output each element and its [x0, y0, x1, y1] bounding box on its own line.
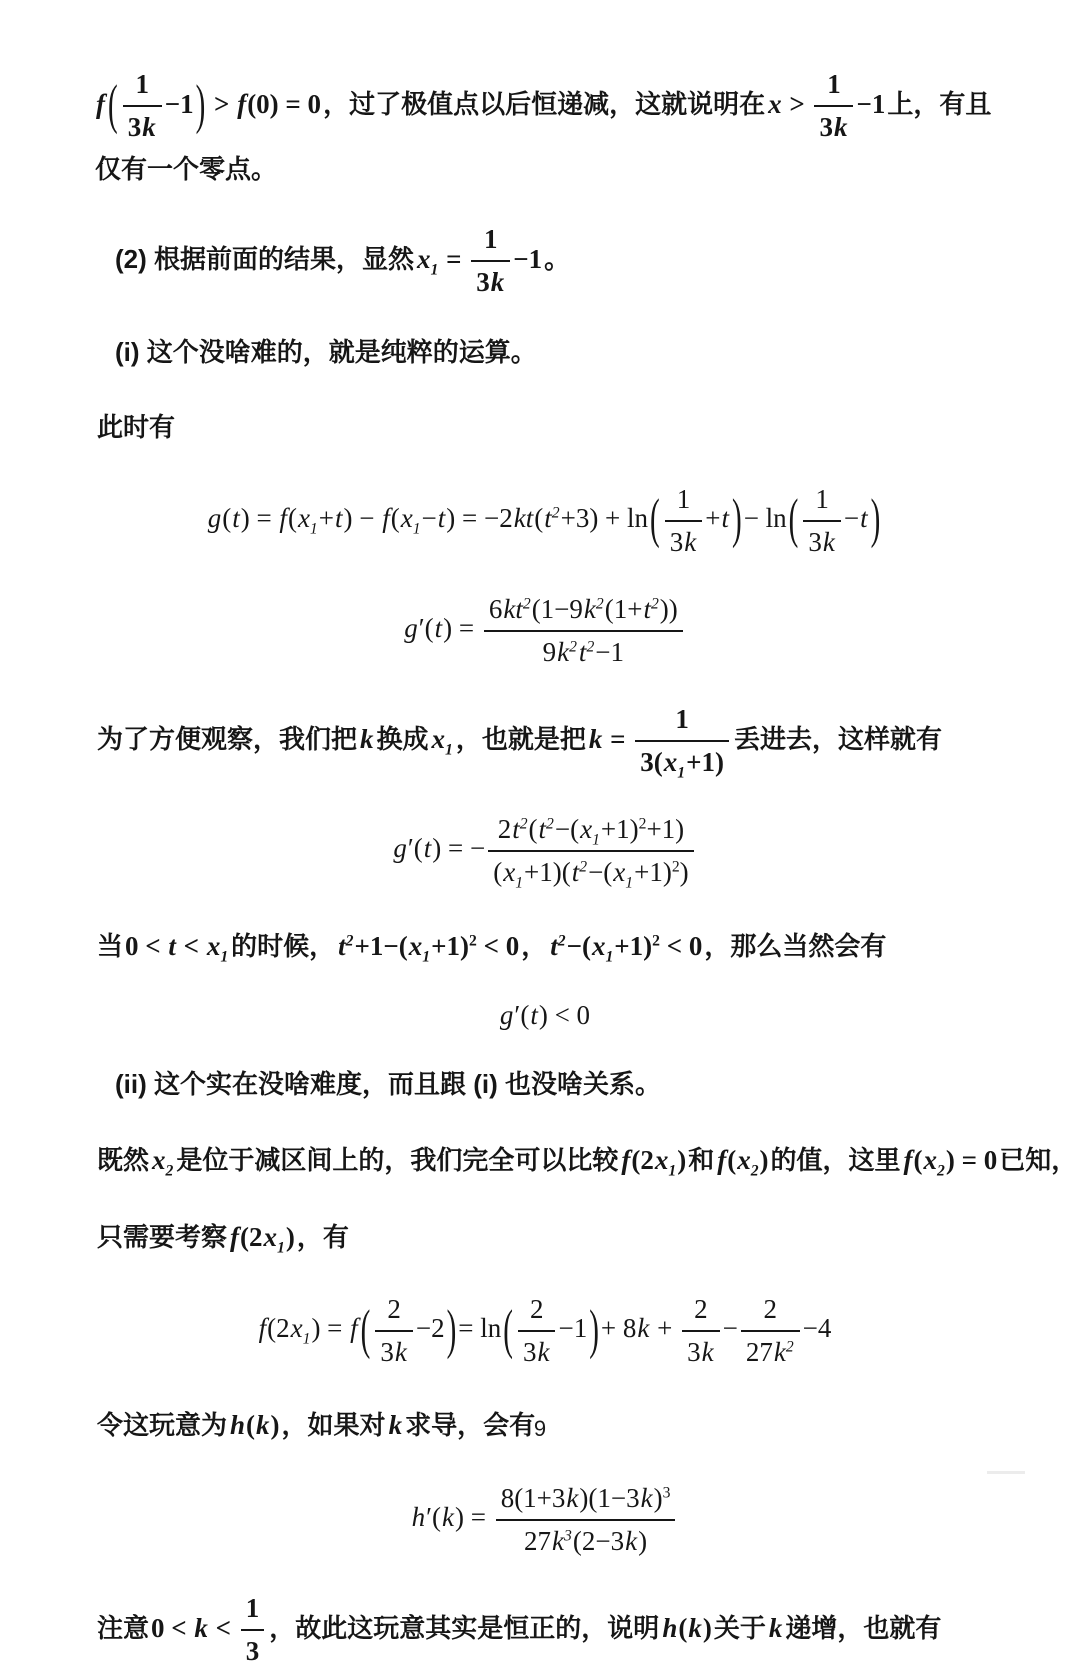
math-roman: ) = −2	[446, 502, 513, 533]
math-roman: (	[390, 502, 400, 533]
math-roman: (	[246, 1410, 256, 1441]
math-italic: t	[232, 502, 240, 533]
denominator	[471, 262, 510, 301]
math-roman: >	[782, 88, 812, 119]
para-part-ii	[95, 1061, 994, 1108]
math-roman: −4	[802, 1313, 832, 1344]
math-roman: )$^3$	[653, 1482, 671, 1513]
math-italic: k	[833, 112, 848, 143]
math-italic: $x_1$	[400, 502, 421, 538]
math-roman: 3	[819, 112, 833, 143]
math-roman: −(	[566, 930, 591, 961]
math-roman: 0 <	[151, 1613, 194, 1644]
math-italic: k	[640, 1482, 653, 1513]
formula-h-prime	[95, 1480, 994, 1560]
math-roman: −1	[164, 88, 194, 119]
numerator	[496, 1480, 676, 1521]
big-paren: (	[360, 1299, 371, 1361]
para-note-k-range	[95, 1590, 994, 1670]
math-italic: t	[334, 502, 343, 533]
para-unique-zero	[95, 66, 994, 193]
denominator	[635, 742, 729, 781]
math-italic: $t^2$	[643, 593, 659, 624]
math-roman: ) =	[454, 1501, 493, 1532]
text-run: ，有	[296, 1221, 349, 1252]
math-roman: +1)	[686, 747, 724, 778]
math-italic: $t^2$	[571, 857, 588, 888]
math-roman: −1	[595, 637, 624, 668]
math-roman: ) < 0	[538, 1000, 591, 1031]
formula-g-prime-in-x1	[95, 811, 994, 891]
math-roman: (	[678, 1613, 688, 1644]
math-roman: < 0	[476, 930, 520, 961]
fraction	[518, 1291, 555, 1371]
math-roman: (	[913, 1144, 923, 1175]
fraction	[814, 66, 853, 146]
math-roman: (	[222, 502, 232, 533]
math-roman: −2	[415, 1313, 445, 1344]
math-roman: 2	[694, 1294, 708, 1325]
numerator	[484, 591, 683, 632]
text-run: 当	[97, 930, 124, 961]
math-italic: $x_1$	[290, 1313, 311, 1348]
math-italic: g	[207, 502, 222, 533]
big-paren: (	[108, 74, 118, 136]
text-run: 令这玩意为	[97, 1410, 228, 1441]
fraction	[803, 481, 840, 561]
math-roman: −	[421, 502, 437, 533]
math-italic: $x_1$	[206, 930, 229, 965]
formula-g-definition	[95, 481, 994, 561]
math-italic: t	[530, 1000, 538, 1031]
math-roman: 3	[808, 526, 822, 557]
math-italic: k	[688, 1613, 702, 1644]
math-roman: (2	[267, 1313, 290, 1344]
math-roman: + 8	[600, 1313, 637, 1344]
math-roman: 27	[524, 1525, 552, 1556]
math-roman: 3	[476, 267, 490, 298]
numerator	[635, 701, 729, 742]
text-run: 此时有	[97, 411, 176, 442]
math-roman: (0) = 0	[247, 88, 322, 119]
page-number: 9	[533, 1416, 547, 1441]
math-roman: 1	[245, 1593, 260, 1624]
math-roman: 3(	[640, 747, 663, 778]
formula-f-2x1	[95, 1291, 994, 1371]
fraction	[496, 1480, 676, 1560]
math-roman: )	[285, 1221, 295, 1252]
math-italic: $x_2$	[737, 1144, 759, 1180]
text-run: 关于	[713, 1613, 766, 1644]
text-run: 注意	[97, 1613, 150, 1644]
numerator	[518, 1291, 555, 1332]
text-run: ，过了极值点以后恒递减，这就说明在	[323, 88, 766, 119]
text-run: 递增，也就有	[785, 1613, 942, 1644]
fraction	[471, 221, 510, 301]
math-italic: $x_1$	[503, 857, 524, 892]
para-substitute-k	[95, 701, 994, 781]
math-roman: ) = 0	[945, 1144, 998, 1175]
math-roman: −	[722, 1313, 738, 1344]
math-italic: k	[701, 1337, 714, 1368]
math-italic: $k^2$	[583, 593, 604, 624]
fraction	[375, 1291, 412, 1371]
math-italic: k	[684, 526, 697, 557]
text-run: 。	[544, 243, 571, 274]
math-italic: $x_1$	[591, 930, 614, 965]
math-italic: h	[411, 1501, 426, 1532]
math-roman: 3	[687, 1337, 701, 1368]
math-roman: −1	[856, 88, 886, 119]
math-italic: $x_1$	[417, 243, 439, 279]
numerator	[471, 221, 510, 262]
math-italic: $t^2$	[578, 637, 595, 668]
math-italic: k	[194, 1613, 208, 1644]
math-roman: (	[727, 1144, 737, 1175]
math-roman: +	[650, 1313, 680, 1344]
denominator	[518, 1332, 555, 1371]
denominator	[488, 852, 693, 891]
math-roman: )	[679, 857, 689, 888]
math-italic: f	[230, 1221, 240, 1252]
text-run: (ii) 这个实在没啥难度，而且跟 (i) 也没啥关系。	[115, 1069, 661, 1100]
math-roman: ) = −	[432, 833, 486, 864]
math-italic: f	[903, 1144, 913, 1175]
math-roman: ) =	[443, 613, 481, 644]
denominator	[682, 1332, 719, 1371]
math-roman: 1	[827, 69, 841, 99]
math-italic: $x_1$	[613, 857, 634, 892]
math-roman: +1)$^2$	[614, 930, 660, 961]
math-roman: +1)$^2$	[634, 857, 680, 888]
math-roman: (	[528, 814, 538, 845]
fraction	[741, 1291, 800, 1371]
math-roman: 27	[745, 1337, 773, 1368]
math-roman: +	[705, 502, 721, 533]
math-italic: f	[350, 1313, 358, 1344]
math-roman: 1	[675, 704, 689, 735]
math-italic: t	[860, 502, 868, 533]
math-roman: )	[677, 1144, 687, 1175]
math-roman: )	[759, 1144, 769, 1175]
text-run: 的时候，	[231, 930, 336, 961]
text-run: ，故此这玩意其实是恒正的，说明	[269, 1613, 660, 1644]
math-roman: ′(	[407, 833, 423, 864]
text-run: ，	[521, 930, 548, 961]
math-italic: k	[360, 724, 374, 755]
math-italic: k	[625, 1525, 638, 1556]
math-roman: +1−(	[354, 930, 408, 961]
math-roman: 1	[483, 223, 498, 254]
math-roman: (	[493, 857, 503, 888]
math-italic: $x_1$	[654, 1144, 677, 1180]
text-run: (2) 根据前面的结果，显然	[115, 243, 415, 274]
math-italic: k	[566, 1482, 579, 1513]
math-italic: h	[230, 1410, 246, 1441]
para-part-i	[95, 329, 994, 376]
math-italic: $x_1$	[408, 930, 431, 965]
big-paren: (	[650, 489, 660, 551]
math-roman: 0 <	[125, 930, 168, 961]
denominator	[375, 1332, 412, 1371]
math-roman: (2	[631, 1144, 654, 1175]
big-paren: )	[446, 1299, 457, 1361]
math-italic: $t^2$	[512, 814, 528, 845]
text-run: ，那么当然会有	[704, 930, 887, 961]
math-roman: 3	[522, 1337, 537, 1368]
math-italic: $k^3$	[552, 1525, 572, 1556]
text-run: 换成	[376, 724, 429, 755]
math-roman: 3	[245, 1636, 260, 1667]
math-roman: 6	[488, 593, 503, 624]
text-run: 丢进去，这样就有	[733, 724, 942, 755]
math-italic: k	[142, 112, 156, 143]
math-italic: t	[721, 502, 729, 533]
text-run: 是位于减区间上的，我们完全可以比较	[176, 1144, 619, 1175]
math-roman: ′(	[426, 1501, 441, 1532]
math-roman: −(	[554, 814, 580, 845]
math-roman: +1)$^2$	[431, 930, 477, 961]
math-roman: )	[702, 1613, 712, 1644]
text-run: 只需要考察	[97, 1221, 228, 1252]
math-roman: 2	[529, 1294, 544, 1325]
big-paren: (	[788, 489, 799, 551]
scan-artifact-line	[987, 1471, 1025, 1474]
para-here-we-have	[95, 404, 994, 451]
numerator	[814, 66, 853, 107]
math-roman: 3	[127, 112, 142, 143]
math-italic: f	[382, 502, 390, 533]
math-italic: $t^2$	[538, 814, 554, 845]
math-roman: ) =	[311, 1313, 350, 1344]
math-roman: (1+	[604, 593, 643, 624]
math-roman: (2	[240, 1221, 263, 1252]
math-italic: k	[256, 1410, 270, 1441]
para-only-consider	[95, 1213, 994, 1262]
math-roman: = ln	[458, 1313, 502, 1344]
math-roman: =	[439, 243, 469, 274]
math-roman: +	[318, 502, 334, 533]
math-roman: 3	[380, 1337, 394, 1368]
math-italic: $x_1$	[580, 814, 600, 849]
math-italic: k	[588, 724, 603, 755]
numerator	[488, 811, 693, 852]
math-italic: f	[237, 88, 247, 119]
math-italic: $kt^2$	[503, 593, 531, 624]
math-roman: < 0	[660, 930, 703, 961]
math-roman: ))	[659, 593, 678, 624]
math-roman: −1	[513, 243, 543, 274]
math-roman: (	[287, 502, 297, 533]
math-italic: f	[96, 88, 105, 119]
para-compare-values	[95, 1136, 1078, 1185]
formula-g-prime-in-k	[95, 591, 994, 671]
math-roman: −1	[558, 1313, 588, 1344]
numerator	[803, 481, 840, 522]
math-roman: −(	[588, 857, 613, 888]
formula-g-prime-negative	[95, 1000, 994, 1031]
math-italic: kt	[513, 502, 534, 533]
math-roman: )(1−3	[579, 1482, 640, 1513]
math-roman: +1)$^2$	[600, 814, 647, 845]
fraction	[488, 811, 693, 891]
fraction	[484, 591, 683, 671]
math-roman: 1	[135, 69, 149, 99]
math-roman: (1−9	[531, 593, 583, 624]
math-roman: − ln	[743, 502, 787, 533]
math-italic: $k^2$	[557, 637, 577, 668]
big-paren: (	[503, 1299, 513, 1361]
math-roman: 8(1+3	[500, 1482, 566, 1513]
text-run: 已知，	[999, 1144, 1078, 1175]
math-italic: k	[768, 1613, 783, 1644]
math-italic: t	[423, 833, 432, 864]
denominator	[123, 107, 162, 146]
math-italic: h	[662, 1613, 678, 1644]
text-run: 和	[688, 1144, 715, 1175]
numerator	[741, 1291, 800, 1332]
text-run: ，也就是把	[455, 724, 586, 755]
math-italic: g	[393, 833, 407, 864]
fraction	[123, 66, 162, 146]
math-roman: >	[207, 88, 237, 119]
math-roman: +1)	[646, 814, 685, 845]
big-paren: )	[870, 489, 881, 551]
text-run: 求导，会有	[405, 1410, 536, 1441]
numerator	[123, 66, 162, 107]
math-italic: k	[490, 267, 505, 298]
math-italic: t	[437, 502, 446, 533]
math-roman: ) =	[240, 502, 279, 533]
text-run: 既然	[97, 1144, 150, 1175]
math-italic: $x_1$	[263, 1221, 285, 1256]
math-roman: +1)(	[524, 857, 571, 888]
para-when-t-range	[95, 922, 994, 971]
math-italic: f	[279, 502, 287, 533]
text-run: ，如果对	[281, 1410, 386, 1441]
math-roman: 9	[542, 637, 557, 668]
math-roman: =	[603, 724, 633, 755]
math-italic: $t^2$	[338, 930, 354, 961]
numerator	[665, 481, 702, 522]
denominator	[484, 632, 683, 671]
math-roman: 2	[387, 1294, 401, 1325]
math-roman: 3	[669, 526, 684, 557]
denominator	[241, 1631, 265, 1670]
math-italic: f	[717, 1144, 727, 1175]
big-paren: )	[731, 489, 742, 551]
math-italic: $x_1$	[663, 747, 686, 782]
math-roman: ) −	[343, 502, 382, 533]
big-paren: )	[589, 1299, 599, 1361]
big-paren: )	[195, 74, 206, 136]
denominator	[496, 1521, 676, 1560]
text-run: 为了方便观察，我们把	[97, 724, 358, 755]
math-roman: ′(	[514, 1000, 530, 1031]
math-italic: $t^2$	[544, 502, 560, 533]
math-italic: k	[537, 1337, 550, 1368]
math-roman: <	[208, 1613, 238, 1644]
math-roman: )	[638, 1525, 648, 1556]
denominator	[803, 522, 840, 561]
math-italic: k	[822, 526, 835, 557]
math-italic: $x_1$	[431, 724, 453, 759]
numerator	[682, 1291, 719, 1332]
numerator	[241, 1590, 265, 1631]
text-run: 的值，这里	[770, 1144, 901, 1175]
text-run: 上，有且仅有一个零点。	[95, 88, 992, 185]
fraction	[665, 481, 702, 561]
math-italic: f	[258, 1313, 267, 1344]
math-italic: $x_2$	[152, 1144, 174, 1180]
fraction	[682, 1291, 719, 1371]
math-roman: −	[843, 502, 860, 533]
math-italic: f	[621, 1144, 631, 1175]
math-italic: t	[434, 613, 443, 644]
fraction	[241, 1590, 265, 1670]
math-italic: k	[441, 1501, 454, 1532]
math-roman: 2	[497, 814, 512, 845]
math-italic: $k^2$	[773, 1337, 794, 1368]
text-run: (i) 这个没啥难的，就是纯粹的运算。	[115, 337, 537, 368]
math-italic: t	[168, 930, 176, 961]
math-roman: (2−3	[572, 1525, 625, 1556]
math-italic: k	[388, 1410, 403, 1441]
math-italic: x	[768, 88, 782, 119]
math-roman: )	[270, 1410, 280, 1441]
math-italic: $x_1$	[297, 502, 318, 538]
math-roman: 1	[815, 483, 829, 514]
math-italic: $t^2$	[550, 930, 566, 961]
para-part-2	[95, 221, 994, 301]
math-roman: <	[176, 930, 206, 961]
fraction	[635, 701, 729, 781]
denominator	[814, 107, 853, 146]
denominator	[741, 1332, 800, 1371]
math-roman: (	[534, 502, 544, 533]
math-roman: ′(	[418, 613, 434, 644]
denominator	[665, 522, 702, 561]
math-italic: g	[404, 613, 418, 644]
math-roman: 1	[676, 483, 691, 514]
math-italic: k	[637, 1313, 650, 1344]
math-italic: g	[499, 1000, 514, 1031]
math-italic: k	[394, 1337, 407, 1368]
math-roman: 2	[763, 1294, 777, 1325]
math-italic: $x_2$	[923, 1144, 945, 1180]
math-roman: +3) + ln	[560, 502, 649, 533]
numerator	[375, 1291, 412, 1332]
